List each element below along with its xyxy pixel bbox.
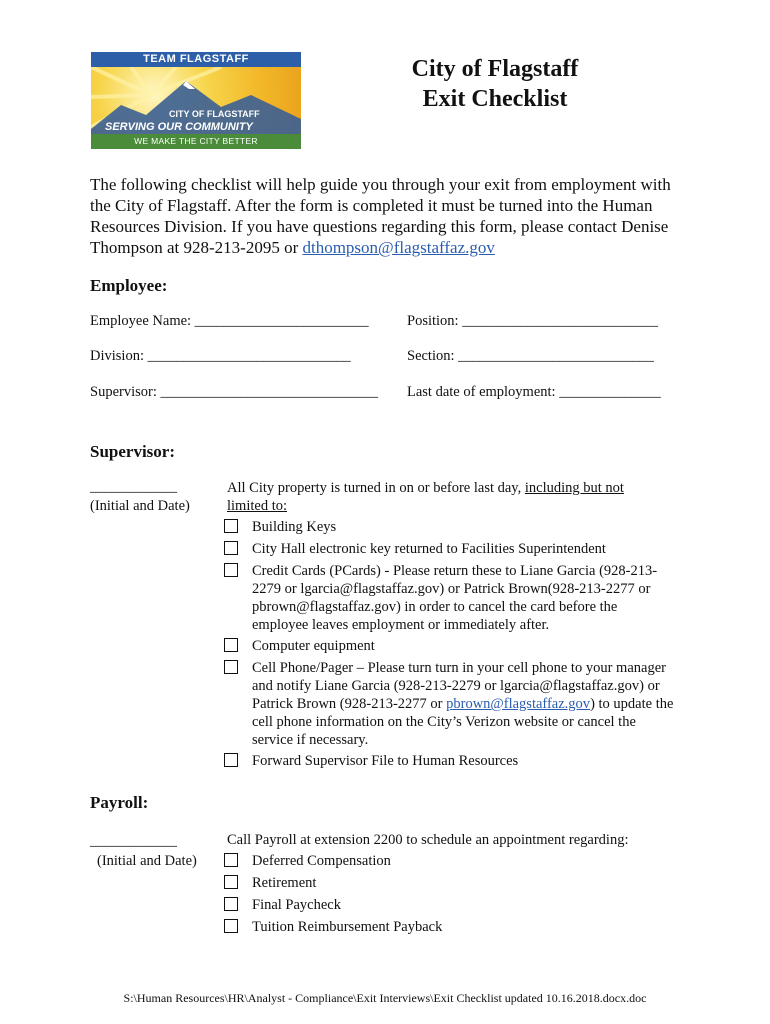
- checklist-item-label: Deferred Compensation: [252, 853, 391, 869]
- checkbox[interactable]: [224, 919, 238, 933]
- position-field[interactable]: Position: ___________________________: [407, 313, 658, 329]
- checklist-item-label: Tuition Reimbursement Payback: [252, 919, 443, 935]
- checklist-item-label: Credit Cards (PCards) - Please return these to Liane Garcia (928-213-2279 or lgarcia@flagstaffaz.gov) or Patrick Brown(928-213-2277 or pbrown@flagstaffaz.gov) in order to cancel the card before the employee leaves employment or immediately after.: [252, 563, 658, 633]
- checkbox[interactable]: [224, 853, 238, 867]
- logo-top-band: TEAM FLAGSTAFF: [91, 52, 301, 67]
- checkbox[interactable]: [224, 638, 238, 652]
- division-field[interactable]: Division: ____________________________: [90, 348, 351, 364]
- checkbox[interactable]: [224, 875, 238, 889]
- checklist-item-label: [252, 659, 677, 749]
- logo-sunburst: [91, 67, 301, 134]
- checklist-item-label: Forward Supervisor File to Human Resources: [252, 753, 519, 769]
- checkbox[interactable]: [224, 563, 238, 577]
- logo-bottom-band: WE MAKE THE CITY BETTER: [91, 134, 301, 149]
- supervisor-intro: [227, 479, 667, 515]
- phone-item-text-end: ) to update the cell phone information on the City’s Verizon website or cancel the service if necessary.: [252, 696, 674, 748]
- payroll-initial-label: (Initial and Date): [97, 853, 197, 869]
- checkbox[interactable]: [224, 897, 238, 911]
- supervisor-initial-label: (Initial and Date): [90, 498, 190, 514]
- logo-serving-text: SERVING OUR COMMUNITY: [105, 121, 253, 133]
- checklist-item-label: Computer equipment: [252, 638, 375, 654]
- employee-name-field[interactable]: Employee Name: ________________________: [90, 313, 369, 329]
- logo-city-text: CITY OF FLAGSTAFF: [169, 109, 260, 119]
- intro-text: The following checklist will help guide you through your exit from employment with the City of Flagstaff. After the form is completed it must be turned into the Human Resources Division. If you have questions regarding this form, please contact Denise Thompson at 928-213-2095 or: [90, 175, 671, 257]
- supervisor-intro-text: All City property is turned in on or before last day,: [227, 480, 525, 496]
- checklist-item-label: Retirement: [252, 875, 317, 891]
- supervisor-intro-underlined: including but not limited to:: [227, 480, 624, 514]
- title-line-2: Exit Checklist: [422, 86, 568, 112]
- checkbox[interactable]: [224, 753, 238, 767]
- checklist-item-label: City Hall electronic key returned to Facilities Superintendent: [252, 541, 606, 557]
- payroll-initial-line[interactable]: ____________: [90, 833, 177, 849]
- team-flagstaff-logo: [91, 52, 301, 149]
- checklist-item-label: Building Keys: [252, 519, 337, 535]
- section-field[interactable]: Section: ___________________________: [407, 348, 654, 364]
- pbrown-email-link[interactable]: pbrown@flagstaffaz.gov: [446, 696, 591, 712]
- phone-item-text: Cell Phone/Pager – Please turn turn in your cell phone to your manager and notify Liane Garcia (928-213-2279 or lgarcia@flagstaffaz.gov) or Patrick Brown (928-213-2277 or: [252, 660, 666, 712]
- last-date-field[interactable]: Last date of employment: ______________: [407, 384, 661, 400]
- checklist-item-label: Final Paycheck: [252, 897, 341, 913]
- intro-paragraph: [90, 174, 690, 258]
- title-line-1: City of Flagstaff: [411, 56, 579, 82]
- supervisor-field[interactable]: Supervisor: ______________________________: [90, 384, 378, 400]
- intro-email-link[interactable]: dthompson@flagstaffaz.gov: [302, 238, 495, 257]
- payroll-intro: Call Payroll at extension 2200 to schedule an appointment regarding:: [227, 832, 629, 848]
- checkbox[interactable]: [224, 519, 238, 533]
- checkbox[interactable]: [224, 541, 238, 555]
- employee-heading: Employee:: [90, 276, 168, 295]
- file-path-footer: S:\Human Resources\HR\Analyst - Compliance\Exit Interviews\Exit Checklist updated 10.16.2018.docx.doc: [123, 991, 647, 1005]
- supervisor-initial-line[interactable]: ____________: [90, 479, 177, 495]
- supervisor-heading: Supervisor:: [90, 442, 175, 461]
- checkbox[interactable]: [224, 660, 238, 674]
- payroll-heading: Payroll:: [90, 793, 149, 812]
